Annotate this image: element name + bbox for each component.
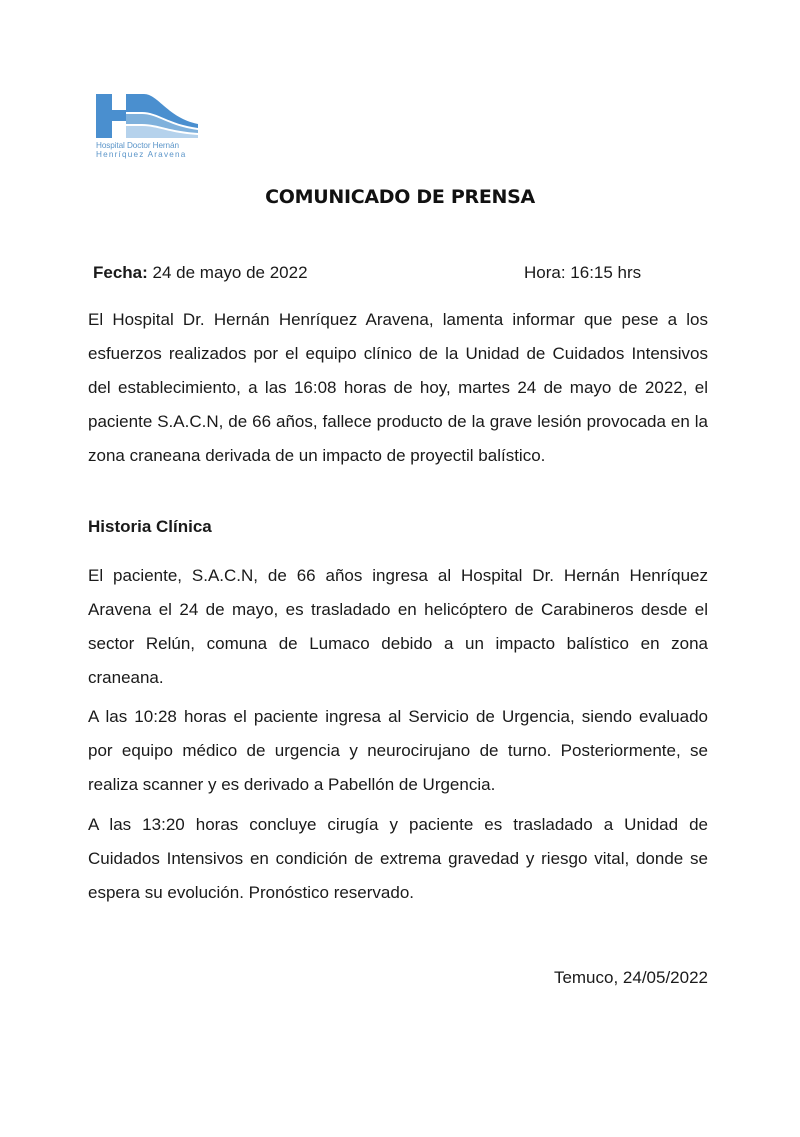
history-heading: Historia Clínica [88, 517, 212, 536]
hospital-logo-mark [96, 94, 200, 140]
logo-text-line1: Hospital Doctor Hernán [96, 141, 179, 150]
logo-text-line2: Henríquez Aravena [96, 150, 187, 159]
page-title: COMUNICADO DE PRENSA [265, 186, 535, 208]
intro-paragraph: El Hospital Dr. Hernán Henríquez Aravena, lamenta informar que pese a los esfuerzos realizados por el equipo clínico de la Unidad de Cuidados Intensivos del establecimiento, a las 16:08 horas de hoy, martes 24 de mayo de 2022, el paciente S.A.C.N, de 66 años, fallece producto de la grave lesión provocada en la zona craneana derivada de un impacto de proyectil balístico. [88, 310, 708, 465]
date-label: Fecha: [93, 263, 148, 282]
history-paragraph-2: A las 10:28 horas el paciente ingresa al Servicio de Urgencia, siendo evaluado por equipo médico de urgencia y neurocirujano de turno. Posteriormente, se realiza scanner y es derivado a Pabellón de Urgencia. [88, 707, 708, 794]
logo-wave-light [126, 126, 198, 138]
logo-h-left-bar [96, 94, 112, 138]
hospital-logo [96, 94, 200, 164]
place-date-signoff: Temuco, 24/05/2022 [553, 968, 708, 987]
time-line: Hora: 16:15 hrs [524, 263, 642, 282]
date-value: 24 de mayo de 2022 [147, 263, 308, 282]
logo-h-crossbar [110, 110, 126, 121]
history-paragraph-1: El paciente, S.A.C.N, de 66 años ingresa al Hospital Dr. Hernán Henríquez Aravena el 24 de mayo, es trasladado en helicóptero de Carabineros desde el sector Relún, comuna de Lumaco debido a un impacto balístico en zona craneana. [88, 566, 708, 687]
date-line [93, 263, 308, 283]
history-paragraph-3: A las 13:20 horas concluye cirugía y paciente es trasladado a Unidad de Cuidados Intensivos en condición de extrema gravedad y riesgo vital, donde se espera su evolución. Pronóstico reservado. [88, 815, 708, 902]
